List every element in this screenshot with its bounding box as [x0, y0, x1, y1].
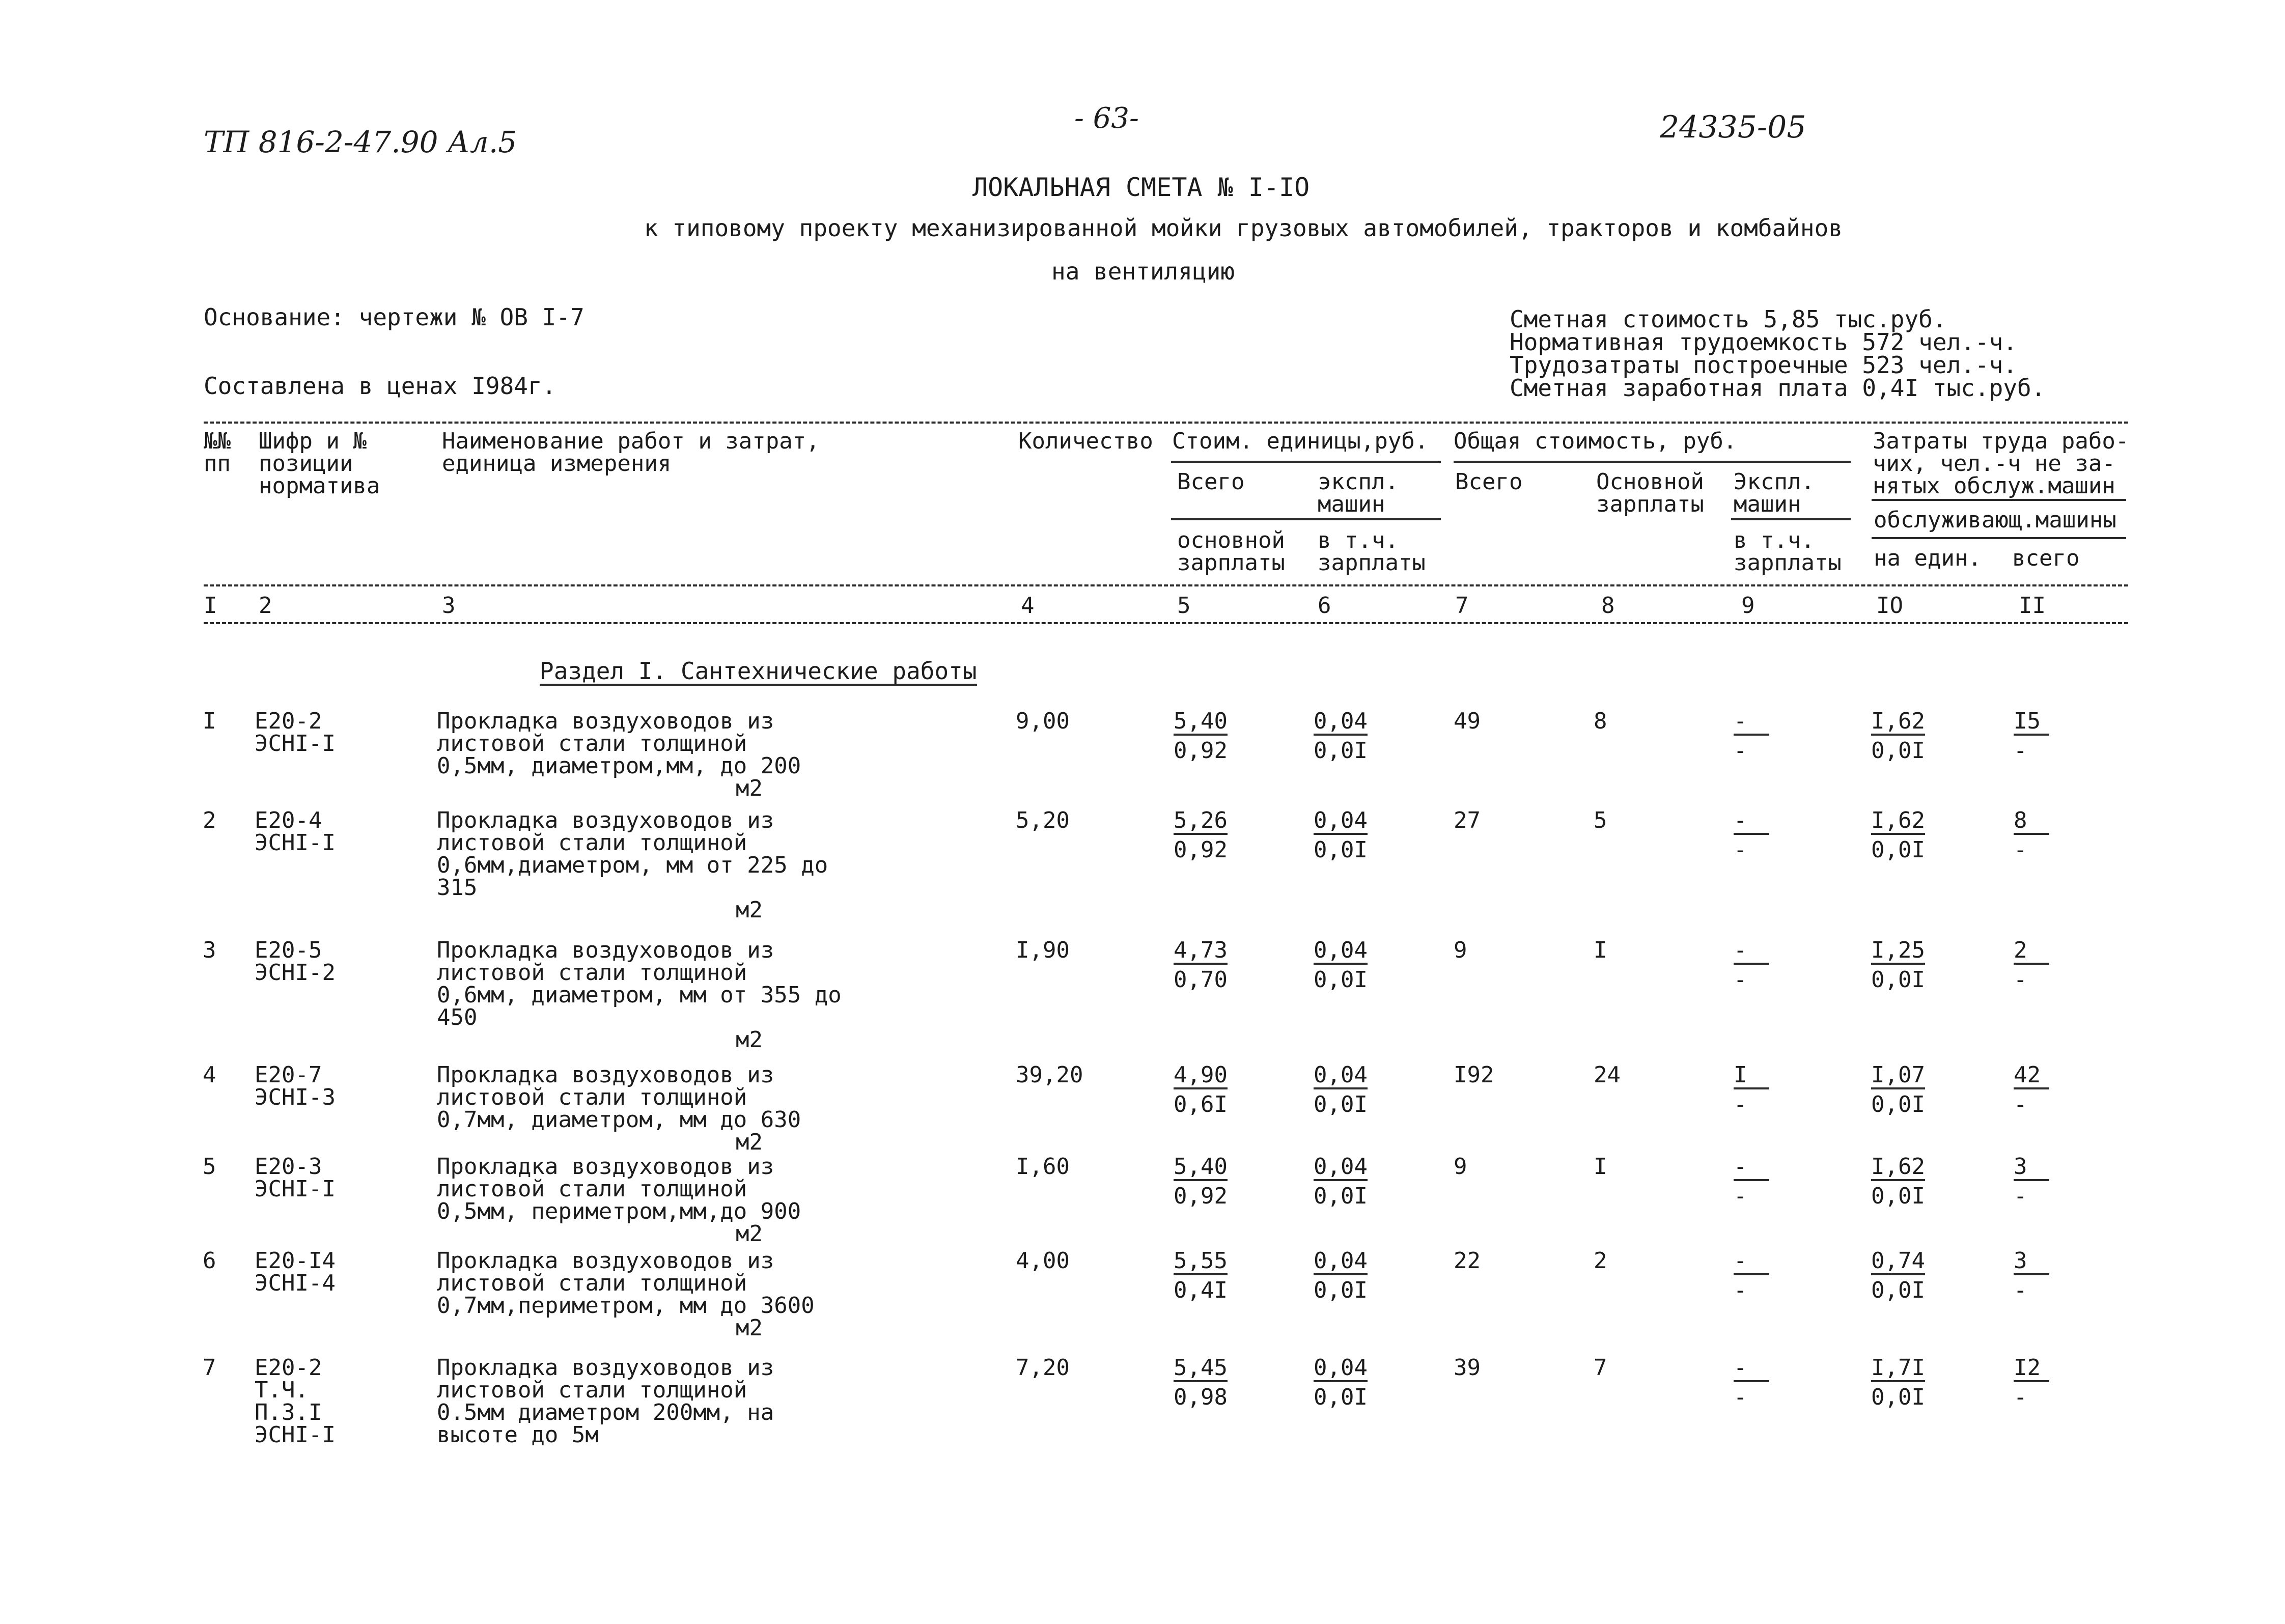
row-total-machine-wage: - [1734, 738, 1747, 764]
row-labor-total-machines: - [2014, 1384, 2027, 1410]
row-labor-total: I5 [2014, 710, 2049, 736]
row-total-wage: I [1594, 1154, 1607, 1180]
row-labor-total: 42 [2014, 1064, 2049, 1089]
row-labor-unit: I,25 [1871, 939, 1925, 965]
summary-block [1510, 305, 2046, 402]
row-name: Прокладка воздуховодов из листовой стали толщиной 0,6мм,диаметром, мм от 225 до 315 [437, 807, 828, 901]
row-unit-cost-machine-wage: 0,0I [1314, 1384, 1368, 1410]
summary-wage: Сметная заработная плата 0,4I тыс.руб. [1510, 374, 2046, 402]
row-name: Прокладка воздуховодов из листовой стали толщиной 0,5мм, периметром,мм,до 900 [437, 1154, 801, 1224]
col-header-labor-machines: обслуживающ.машины [1874, 507, 2116, 533]
row-unit-cost-machine-wage: 0,0I [1314, 837, 1368, 863]
labor-rule [1872, 499, 2126, 501]
col-number-1: I [204, 593, 217, 619]
row-total-machine-wage: - [1734, 1091, 1747, 1117]
row-quantity: I,90 [1016, 937, 1070, 963]
row-unit-cost-machines: 0,04 [1314, 809, 1368, 835]
row-unit-cost-machines: 0,04 [1314, 1156, 1368, 1181]
col-header-total: Всего [1455, 469, 1523, 495]
row-name: Прокладка воздуховодов из листовой стали толщиной 0,5мм, диаметром,мм, до 200 [437, 708, 801, 779]
document-subtitle-2: на вентиляцию [1051, 258, 1235, 285]
row-total-machine-wage: - [1734, 837, 1747, 863]
row-total-machine-wage: - [1734, 1384, 1747, 1410]
row-number: 6 [203, 1248, 216, 1274]
row-unit-cost-total: 5,26 [1174, 809, 1228, 835]
col-number-3: 3 [442, 593, 456, 619]
row-labor-total: 3 [2014, 1250, 2049, 1275]
row-total-cost: 27 [1454, 807, 1481, 833]
col-header-total-cost-group: Общая стоимость, руб. [1454, 428, 1737, 454]
row-unit-cost-total: 5,55 [1174, 1250, 1228, 1275]
row-total-cost: 39 [1454, 1355, 1481, 1381]
row-labor-unit-machines: 0,0I [1871, 738, 1925, 764]
row-unit-cost-wage: 0,92 [1174, 1183, 1228, 1209]
row-total-wage: 7 [1594, 1355, 1607, 1381]
row-unit: м2 [736, 1027, 763, 1053]
row-quantity: 4,00 [1016, 1248, 1070, 1274]
row-unit-cost-total: 5,40 [1174, 1156, 1228, 1181]
row-number: I [203, 708, 216, 734]
row-unit-cost-total: 5,45 [1174, 1357, 1228, 1382]
col-header-total-wage: Основной зарплаты [1596, 469, 1704, 517]
col-number-10: IO [1876, 593, 1903, 619]
unit-cost-rule [1171, 461, 1441, 463]
col-header-code: Шифр и № позиции норматива [259, 428, 380, 499]
col-header-total-machines: Экспл. машин [1734, 469, 1815, 517]
row-labor-unit-machines: 0,0I [1871, 1183, 1925, 1209]
row-code: Е20-7 ЭСНI-3 [255, 1062, 336, 1110]
col-number-rule [204, 622, 2128, 624]
col-header-unit-cost-group: Стоим. единицы,руб. [1172, 428, 1429, 454]
row-total-machine-wage: - [1734, 1183, 1747, 1209]
row-quantity: 9,00 [1016, 708, 1070, 734]
row-quantity: 5,20 [1016, 807, 1070, 833]
row-code: Е20-5 ЭСНI-2 [255, 937, 336, 986]
row-total-wage: 2 [1594, 1248, 1607, 1274]
section-title: Раздел I. Сантехнические работы [540, 657, 977, 685]
row-total-machines: I [1734, 1064, 1769, 1089]
row-unit-cost-machines: 0,04 [1314, 1064, 1368, 1089]
row-unit-cost-machine-wage: 0,0I [1314, 967, 1368, 993]
row-labor-total-machines: - [2014, 1183, 2027, 1209]
row-unit-cost-machines: 0,04 [1314, 1250, 1368, 1275]
row-labor-total-machines: - [2014, 1091, 2027, 1117]
row-unit-cost-machine-wage: 0,0I [1314, 738, 1368, 764]
col-number-7: 7 [1455, 593, 1469, 619]
col-header-labor-group: Затраты труда рабо- чих, чел.-ч не за- нятых обслуж.машин [1873, 428, 2129, 499]
col-header-unit-total: Всего [1177, 469, 1245, 495]
row-unit-cost-machine-wage: 0,0I [1314, 1091, 1368, 1117]
col-header-name: Наименование работ и затрат, единица измерения [442, 428, 820, 477]
document-title: ЛОКАЛЬНАЯ СМЕТА № I-IO [972, 173, 1310, 202]
header-bottom-rule [204, 584, 2128, 586]
row-unit-cost-wage: 0,92 [1174, 837, 1228, 863]
row-labor-unit: I,62 [1871, 1156, 1925, 1181]
col-header-quantity: Количество [1018, 428, 1153, 454]
row-unit-cost-wage: 0,4I [1174, 1277, 1228, 1303]
row-unit-cost-machine-wage: 0,0I [1314, 1277, 1368, 1303]
col-number-5: 5 [1177, 593, 1191, 619]
row-name: Прокладка воздуховодов из листовой стали толщиной 0,7мм,периметром, мм до 3600 [437, 1248, 815, 1319]
row-code: Е20-2 Т.Ч. П.3.I ЭСНI-I [255, 1355, 336, 1448]
row-total-cost: 9 [1454, 1154, 1467, 1180]
col-header-total-machine-wage: в т.ч. зарплаты [1734, 527, 1842, 576]
row-labor-total: 8 [2014, 809, 2049, 835]
col-number-2: 2 [259, 593, 272, 619]
row-unit: м2 [736, 1221, 763, 1247]
row-unit-cost-machines: 0,04 [1314, 939, 1368, 965]
basis-text: Основание: чертежи № ОВ I-7 [204, 303, 584, 331]
col-number-8: 8 [1601, 593, 1615, 619]
row-total-machines: - [1734, 939, 1769, 965]
row-total-machine-wage: - [1734, 1277, 1747, 1303]
unit-cost-sub-rule [1171, 518, 1441, 520]
row-labor-total-machines: - [2014, 967, 2027, 993]
row-labor-unit-machines: 0,0I [1871, 837, 1925, 863]
row-labor-unit-machines: 0,0I [1871, 967, 1925, 993]
row-quantity: I,60 [1016, 1154, 1070, 1180]
row-name: Прокладка воздуховодов из листовой стали толщиной 0,7мм, диаметром, мм до 630 [437, 1062, 801, 1133]
row-name: Прокладка воздуховодов из листовой стали толщиной 0,6мм, диаметром, мм от 355 до 450 [437, 937, 842, 1030]
summary-labor: Нормативная трудоемкость 572 чел.-ч. [1510, 328, 2017, 356]
row-unit-cost-wage: 0,6I [1174, 1091, 1228, 1117]
prices-text: Составлена в ценах I984г. [204, 372, 556, 400]
row-unit-cost-machines: 0,04 [1314, 710, 1368, 736]
row-total-wage: 24 [1594, 1062, 1621, 1088]
row-unit-cost-machines: 0,04 [1314, 1357, 1368, 1382]
row-unit-cost-wage: 0,98 [1174, 1384, 1228, 1410]
row-labor-unit: I,7I [1871, 1357, 1925, 1382]
summary-cost: Сметная стоимость 5,85 тыс.руб. [1510, 305, 1947, 333]
table-top-rule [204, 422, 2128, 424]
col-header-unit-machine-wage: в т.ч. зарплаты [1318, 527, 1426, 576]
row-number: 3 [203, 937, 216, 963]
row-number: 5 [203, 1154, 216, 1180]
row-total-cost: I92 [1454, 1062, 1494, 1088]
col-header-labor-total: всего [2012, 545, 2080, 571]
col-header-labor-unit: на един. [1874, 545, 1982, 571]
row-total-machines: - [1734, 1156, 1769, 1181]
page-number: - 63- [1074, 102, 1139, 135]
col-number-11: II [2019, 593, 2046, 619]
row-unit-cost-total: 4,73 [1174, 939, 1228, 965]
row-name: Прокладка воздуховодов из листовой стали толщиной 0.5мм диаметром 200мм, на высоте до 5м [437, 1355, 774, 1448]
row-number: 7 [203, 1355, 216, 1381]
row-labor-total: I2 [2014, 1357, 2049, 1382]
total-machines-rule [1731, 518, 1851, 520]
row-labor-total-machines: - [2014, 837, 2027, 863]
row-total-cost: 22 [1454, 1248, 1481, 1274]
row-total-wage: 8 [1594, 708, 1607, 734]
document-code: ТП 816-2-47.90 Ал.5 [204, 125, 517, 159]
row-total-cost: 9 [1454, 937, 1467, 963]
total-cost-rule [1454, 461, 1851, 463]
row-code: Е20-3 ЭСНI-I [255, 1154, 336, 1202]
row-total-machines: - [1734, 1357, 1769, 1382]
row-labor-unit-machines: 0,0I [1871, 1277, 1925, 1303]
col-number-9: 9 [1741, 593, 1755, 619]
row-labor-unit-machines: 0,0I [1871, 1091, 1925, 1117]
row-total-machines: - [1734, 809, 1769, 835]
row-total-wage: I [1594, 937, 1607, 963]
col-number-4: 4 [1021, 593, 1035, 619]
row-labor-total-machines: - [2014, 1277, 2027, 1303]
col-header-unit-wage: основной зарплаты [1177, 527, 1285, 576]
row-unit: м2 [736, 897, 763, 923]
row-total-cost: 49 [1454, 708, 1481, 734]
row-total-machines: - [1734, 1250, 1769, 1275]
row-labor-unit: I,62 [1871, 809, 1925, 835]
col-number-6: 6 [1318, 593, 1331, 619]
row-code: Е20-2 ЭСНI-I [255, 708, 336, 757]
row-unit-cost-wage: 0,70 [1174, 967, 1228, 993]
row-total-machine-wage: - [1734, 967, 1747, 993]
row-quantity: 39,20 [1016, 1062, 1083, 1088]
row-quantity: 7,20 [1016, 1355, 1070, 1381]
summary-site-labor: Трудозатраты построечные 523 чел.-ч. [1510, 351, 2017, 379]
labor-sub-rule [1872, 537, 2126, 539]
row-unit-cost-machine-wage: 0,0I [1314, 1183, 1368, 1209]
row-number: 4 [203, 1062, 216, 1088]
row-labor-total: 2 [2014, 939, 2049, 965]
row-code: Е20-4 ЭСНI-I [255, 807, 336, 856]
row-total-wage: 5 [1594, 807, 1607, 833]
row-labor-total-machines: - [2014, 738, 2027, 764]
row-labor-unit: I,07 [1871, 1064, 1925, 1089]
row-unit: м2 [736, 1315, 763, 1341]
col-header-unit-machines: экспл. машин [1318, 469, 1399, 517]
row-labor-unit-machines: 0,0I [1871, 1384, 1925, 1410]
row-labor-total: 3 [2014, 1156, 2049, 1181]
row-labor-unit: 0,74 [1871, 1250, 1925, 1275]
row-unit: м2 [736, 775, 763, 801]
row-number: 2 [203, 807, 216, 833]
document-subtitle: к типовому проекту механизированной мойки грузовых автомобилей, тракторов и комбайнов [644, 214, 1843, 242]
row-unit: м2 [736, 1129, 763, 1155]
archive-number: 24335-05 [1660, 109, 1806, 145]
row-code: Е20-I4 ЭСНI-4 [255, 1248, 336, 1296]
row-labor-unit: I,62 [1871, 710, 1925, 736]
row-unit-cost-wage: 0,92 [1174, 738, 1228, 764]
row-unit-cost-total: 4,90 [1174, 1064, 1228, 1089]
row-total-machines: - [1734, 710, 1769, 736]
row-unit-cost-total: 5,40 [1174, 710, 1228, 736]
col-header-number: №№ пп [204, 428, 231, 477]
